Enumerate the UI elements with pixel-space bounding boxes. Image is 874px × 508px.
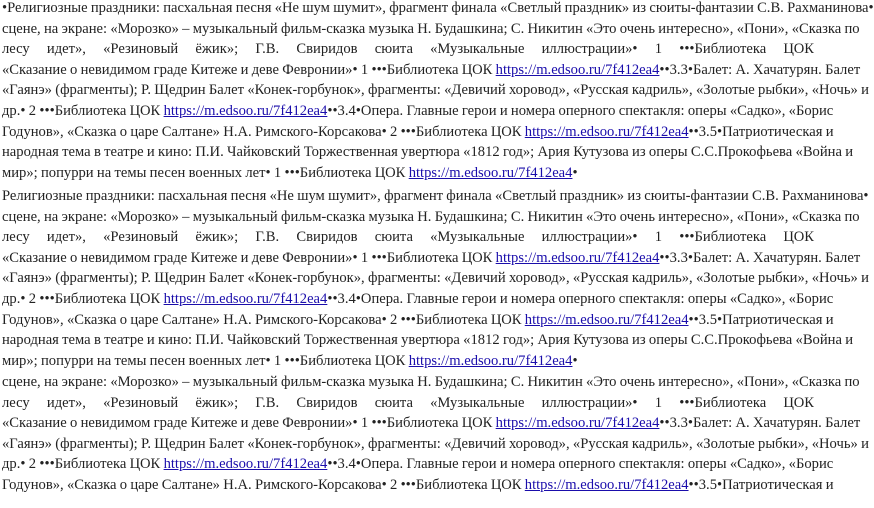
library-link[interactable]: https://m.edsoo.ru/7f412ea4 [163, 290, 328, 307]
library-link[interactable]: https://m.edsoo.ru/7f412ea4 [408, 352, 573, 369]
line-text: ••3.3•Балет: А. Хачатурян. Балет [659, 415, 861, 432]
line-text: ••3.4•Опера. Главные герои и номера оперного спектакля: оперы «Садко», «Борис [327, 290, 834, 307]
line-text: сцене, на экране: «Морозко» – музыкальный фильм-сказка музыка Н. Будашкина; С. Никитин «Это очень интересно», «Пони», «Сказка по [2, 20, 860, 37]
line-text: Годунов», «Сказка о царе Салтане» Н.А. Римского-Корсакова• 2 •••Библиотека ЦОК [2, 311, 525, 328]
text-line [2, 413, 861, 434]
text-line [2, 248, 861, 269]
text-line [2, 163, 814, 184]
text-line [2, 351, 814, 372]
text-line [2, 186, 869, 207]
library-link[interactable]: https://m.edsoo.ru/7f412ea4 [163, 102, 328, 119]
text-line [2, 19, 860, 40]
text-line [2, 289, 834, 310]
line-text: «Сказание о невидимом граде Китеже и деве Февронии»• 1 •••Библиотека ЦОК [2, 249, 496, 266]
text-line [2, 101, 834, 122]
text-line [2, 268, 869, 289]
line-text: • [572, 164, 578, 181]
line-text: сцене, на экране: «Морозко» – музыкальный фильм-сказка музыка Н. Будашкина; С. Никитин «Это очень интересно», «Пони», «Сказка по [2, 208, 860, 225]
line-text: ••3.5•Патриотическая и [688, 311, 834, 328]
line-text: Годунов», «Сказка о царе Салтане» Н.А. Римского-Корсакова• 2 •••Библиотека ЦОК [2, 476, 525, 493]
line-text: лесу идет», «Резиновый ёжик»; Г.В. Свиридов сюита «Музыкальные иллюстрации»• 1 •••Библиотека ЦОК [2, 394, 814, 411]
library-link[interactable]: https://m.edsoo.ru/7f412ea4 [408, 164, 573, 181]
music-program-paragraph [2, 186, 869, 371]
line-text: •Религиозные праздники: пасхальная песня «Не шум шумит», фрагмент финала «Светлый праздник» из сюиты-фантазии С.В. Рахманинова• [2, 0, 874, 16]
line-text: ••3.4•Опера. Главные герои и номера оперного спектакля: оперы «Садко», «Борис [327, 456, 834, 473]
text-line [2, 39, 814, 60]
line-text: «Сказание о невидимом граде Китеже и деве Февронии»• 1 •••Библиотека ЦОК [2, 61, 496, 78]
text-line [2, 393, 814, 414]
line-text: сцене, на экране: «Морозко» – музыкальный фильм-сказка музыка Н. Будашкина; С. Никитин «Это очень интересно», «Пони», «Сказка по [2, 374, 860, 390]
line-text: др.• 2 •••Библиотека ЦОК [2, 102, 164, 119]
text-line [2, 60, 861, 81]
line-text: ••3.3•Балет: А. Хачатурян. Балет [659, 61, 861, 78]
library-link[interactable]: https://m.edsoo.ru/7f412ea4 [495, 249, 660, 266]
library-link[interactable]: https://m.edsoo.ru/7f412ea4 [524, 311, 689, 328]
text-line [2, 372, 860, 393]
text-line [2, 207, 860, 228]
text-line [2, 142, 854, 163]
line-text: мир»; попурри на темы песен военных лет• 1 •••Библиотека ЦОК [2, 164, 409, 181]
line-text: народная тема в театре и кино: П.И. Чайковский Торжественная увертюра «1812 год»; Ария Кутузова из оперы С.С.Прокофьева «Война и [2, 332, 854, 349]
line-text: • [572, 352, 578, 369]
text-line [2, 122, 834, 143]
line-text: «Гаянэ» (фрагменты); Р. Щедрин Балет «Конек-горбунок», фрагменты: «Девичий хоровод», «Русская кадриль», «Золотые рыбки», «Ночь» и [2, 270, 869, 287]
text-line [2, 310, 834, 331]
line-text: ••3.5•Патриотическая и [688, 123, 834, 140]
text-line [2, 434, 869, 455]
line-text: др.• 2 •••Библиотека ЦОК [2, 456, 164, 473]
line-text: лесу идет», «Резиновый ёжик»; Г.В. Свиридов сюита «Музыкальные иллюстрации»• 1 •••Библиотека ЦОК [2, 41, 814, 58]
library-link[interactable]: https://m.edsoo.ru/7f412ea4 [524, 123, 689, 140]
line-text: Религиозные праздники: пасхальная песня «Не шум шумит», фрагмент финала «Светлый праздник» из сюиты-фантазии С.В. Рахманинова• [2, 188, 869, 204]
line-text: мир»; попурри на темы песен военных лет• 1 •••Библиотека ЦОК [2, 352, 409, 369]
line-text: «Гаянэ» (фрагменты); Р. Щедрин Балет «Конек-горбунок», фрагменты: «Девичий хоровод», «Русская кадриль», «Золотые рыбки», «Ночь» и [2, 435, 869, 452]
line-text: др.• 2 •••Библиотека ЦОК [2, 290, 164, 307]
line-text: «Гаянэ» (фрагменты); Р. Щедрин Балет «Конек-горбунок», фрагменты: «Девичий хоровод», «Русская кадриль», «Золотые рыбки», «Ночь» и [2, 82, 869, 99]
music-program-paragraph [2, 0, 874, 183]
line-text: ••3.3•Балет: А. Хачатурян. Балет [659, 249, 861, 266]
line-text: народная тема в театре и кино: П.И. Чайковский Торжественная увертюра «1812 год»; Ария Кутузова из оперы С.С.Прокофьева «Война и [2, 144, 854, 161]
text-line [2, 0, 874, 19]
line-text: ••3.4•Опера. Главные герои и номера оперного спектакля: оперы «Садко», «Борис [327, 102, 834, 119]
line-text: Годунов», «Сказка о царе Салтане» Н.А. Римского-Корсакова• 2 •••Библиотека ЦОК [2, 123, 525, 140]
line-text: лесу идет», «Резиновый ёжик»; Г.В. Свиридов сюита «Музыкальные иллюстрации»• 1 •••Библиотека ЦОК [2, 229, 814, 246]
text-line [2, 227, 814, 248]
library-link[interactable]: https://m.edsoo.ru/7f412ea4 [163, 456, 328, 473]
text-line [2, 330, 854, 351]
text-line [2, 80, 869, 101]
library-link[interactable]: https://m.edsoo.ru/7f412ea4 [524, 476, 689, 493]
library-link[interactable]: https://m.edsoo.ru/7f412ea4 [495, 415, 660, 432]
text-line [2, 454, 834, 475]
text-line [2, 475, 834, 496]
line-text: ••3.5•Патриотическая и [688, 476, 834, 493]
library-link[interactable]: https://m.edsoo.ru/7f412ea4 [495, 61, 660, 78]
music-program-paragraph [2, 372, 869, 496]
line-text: «Сказание о невидимом граде Китеже и деве Февронии»• 1 •••Библиотека ЦОК [2, 415, 496, 432]
